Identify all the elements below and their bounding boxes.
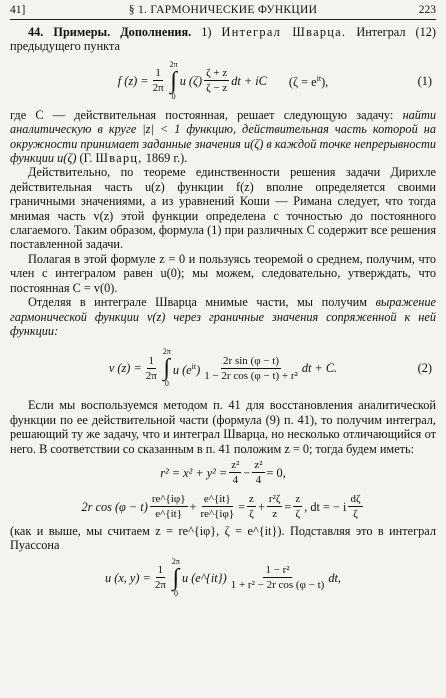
paragraph-mean-value: Полагая в этой формуле z = 0 и пользуясь теоремой о среднем, получим, что член с интегралом равен u(0); мы можем, следовательно, утверждать, что постоянная C = v(0). xyxy=(10,251,436,295)
paragraph-schwarz: где C — действительная постоянная, решает следующую задачу: найти аналитическую в круге |z| < 1 функцию, действительная часть которой на окружности принимает заданные значения u(ζ) в каждой точке непрерывности функции u(ζ) (Г. Шварц, 1869 г.). xyxy=(10,107,436,166)
running-header xyxy=(10,4,436,18)
integral-sign: 2π ∫ 0 xyxy=(169,59,178,101)
equation-4: 2r cos (φ − t) $\frac{re\^{}\{i\varphi\}}{e\^{}\{it\}}$ + $\frac{e\^{}\{it\}}{re\^{}\{i\varphi\}}$ = $\frac{z}{\zeta}$ + $\frac{\text{r²ζ}}{z}$ = $\frac{z}{\zeta}$ , dt = − i $\frac{d\zeta}{\zeta}$ xyxy=(81,493,361,521)
section-marker: 41] xyxy=(10,4,26,16)
equation-5: u (x, y) = $\frac{1}{2\pi}$ 2π ∫ 0 u (e^{it}) $\frac{\text{1 − r²}}{\text{1 + r² − 2r cos (φ − t)}}$ dt, xyxy=(105,556,341,598)
chapter-title: § 1. ГАРМОНИЧЕСКИЕ ФУНКЦИИ xyxy=(128,4,318,16)
subsection-title: Интеграл Шварца. xyxy=(221,25,347,39)
equation-number: (2) xyxy=(417,361,432,376)
section-heading: 44. Примеры. Дополнения. xyxy=(28,25,192,39)
header-rule xyxy=(10,19,436,20)
equation-2: v (z) = $\frac{1}{2\pi}$ 2π ∫ 0 u $(e^{it})$ $\frac{\text{2r sin (φ − t)}}{\text{1 − 2r cos (φ − t) + r²}}$ dt + C. (2) xyxy=(108,347,432,389)
equation-1: f (z) = $\frac{1}{2\pi}$ 2π ∫ 0 u (ζ) $\frac{\zeta + z}{\zeta - z}$ dt + iC $(\zeta = e^{it})$, (1) xyxy=(117,59,432,101)
integral-sign: 2π ∫ 0 xyxy=(171,556,180,598)
integral-sign: 2π ∫ 0 xyxy=(162,347,171,389)
intro-paragraph: 44. Примеры. Дополнения. 1) Интеграл Шварца. Интеграл (12) предыдущего пункта xyxy=(10,25,436,54)
paragraph-imaginary: Отделяя в интеграле Шварца мнимые части, мы получим выражение гармонической функции v(z) через граничные значения сопряженной к ней функции: xyxy=(10,295,436,338)
paragraph-poisson: (как и выше, мы считаем z = re^{iφ}, ζ = e^{it}). Подставляя это в интеграл Пуассона xyxy=(10,523,436,553)
page-number: 223 xyxy=(418,4,436,16)
page-body xyxy=(10,25,436,603)
paragraph-uniqueness: Действительно, по теореме единственности решения задачи Дирихле действительная часть u(z) функции f(z) вполне определяется своими граничными значениями, а из уравнений Коши — Римана следует, что тогда мнимая часть v(z) этой функции определена с точностью до постоянного слагаемого. Таким образом, формула (1) при различных C содержит все решения поставленной задачи. xyxy=(10,165,436,252)
equation-number: (1) xyxy=(417,73,432,88)
paragraph-method: Если мы воспользуемся методом п. 41 для восстановления аналитической функции по ее действительной части (формула (9) п. 41), то получим интеграл, решающий ту же задачу, что и интеграл Шварца, но несколько отличающийся от него. В соответствии со сказанным в п. 41 положим z = 0; тогда будем иметь: xyxy=(10,398,436,456)
equation-3: r² = x² + y² = $\frac{\text{z²}}{4}$ − $\frac{\text{z²}}{4}$ = 0, xyxy=(160,459,286,487)
